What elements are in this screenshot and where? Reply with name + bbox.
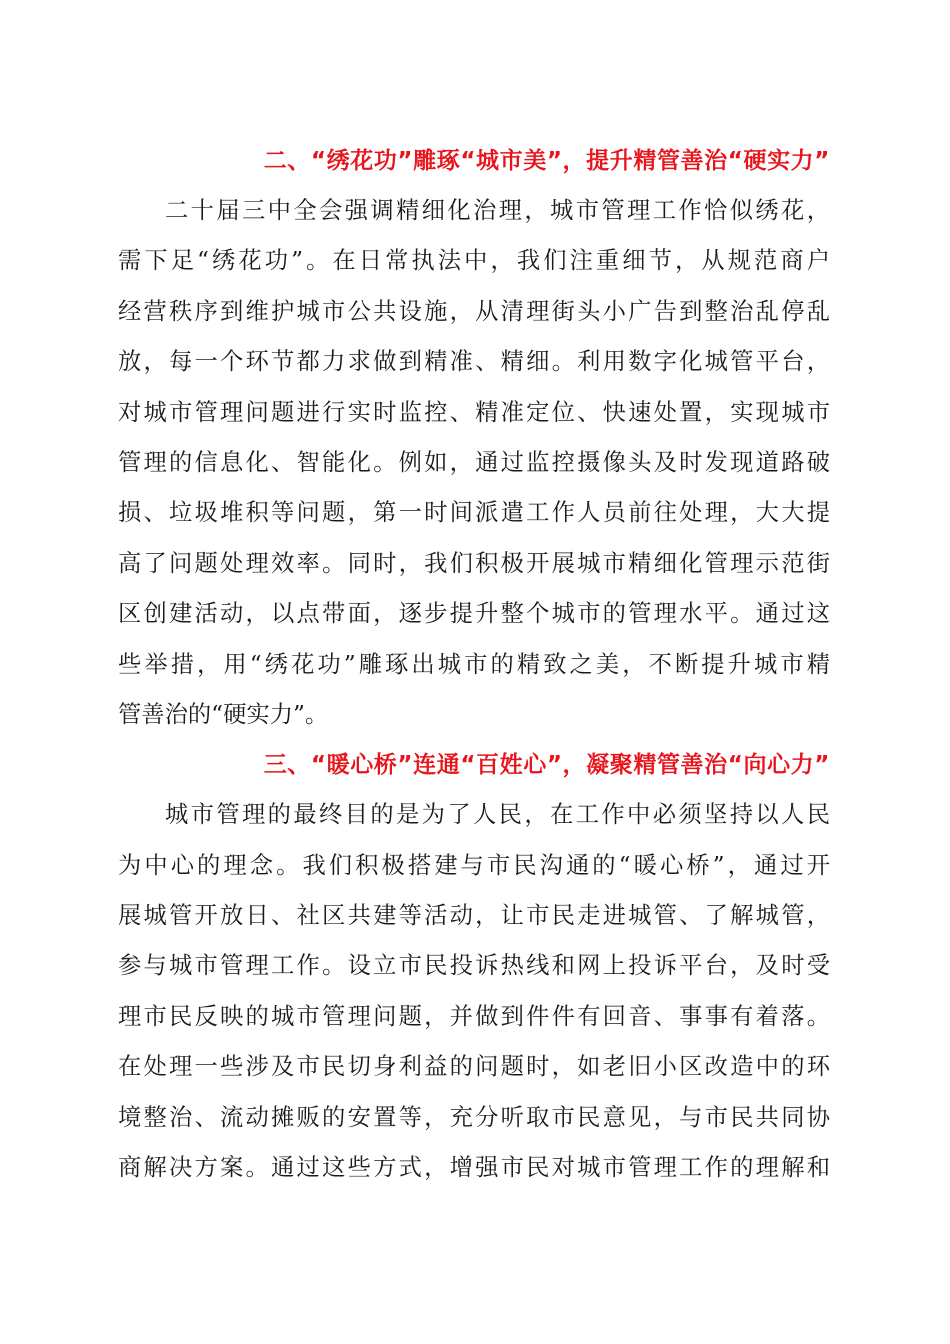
paragraph-line: 理市民反映的城市管理问题，并做到件件有回音、事事有着落。 bbox=[118, 1002, 830, 1030]
paragraph-line: 参与城市管理工作。设立市民投诉热线和网上投诉平台，及时受 bbox=[118, 952, 830, 980]
paragraph-line: 城市管理的最终目的是为了人民，在工作中必须坚持以人民 bbox=[165, 801, 830, 829]
paragraph-line: 高了问题处理效率。同时，我们积极开展城市精细化管理示范街 bbox=[118, 549, 830, 577]
paragraph-line: 对城市管理问题进行实时监控、精准定位、快速处置，实现城市 bbox=[118, 398, 830, 426]
section-heading-2: 二、“绣花功”雕琢“城市美”，提升精管善治“硬实力” bbox=[263, 148, 830, 174]
paragraph-line: 管理的信息化、智能化。例如，通过监控摄像头及时发现道路破 bbox=[118, 448, 830, 476]
section-heading-3: 三、“暖心桥”连通“百姓心”，凝聚精管善治“向心力” bbox=[263, 752, 830, 779]
paragraph-line: 放，每一个环节都力求做到精准、精细。利用数字化城管平台， bbox=[118, 348, 830, 376]
paragraph-line: 为中心的理念。我们积极搭建与市民沟通的“暖心桥”，通过开 bbox=[118, 851, 830, 879]
paragraph-line: 损、垃圾堆积等问题，第一时间派遣工作人员前往处理，大大提 bbox=[118, 499, 830, 527]
paragraph-line: 境整治、流动摊贩的安置等，充分听取市民意见，与市民共同协 bbox=[118, 1103, 830, 1131]
section-paragraph-3 bbox=[118, 790, 830, 1193]
paragraph-line: 区创建活动，以点带面，逐步提升整个城市的管理水平。通过这 bbox=[118, 600, 830, 628]
paragraph-line: 些举措，用“绣花功”雕琢出城市的精致之美，不断提升城市精 bbox=[118, 650, 830, 678]
document-body bbox=[118, 136, 830, 1193]
paragraph-line: 商解决方案。通过这些方式，增强市民对城市管理工作的理解和 bbox=[118, 1154, 830, 1182]
paragraph-line: 二十届三中全会强调精细化治理，城市管理工作恰似绣花， bbox=[165, 197, 830, 224]
paragraph-line: 展城管开放日、社区共建等活动，让市民走进城管、了解城管， bbox=[118, 902, 830, 930]
paragraph-line: 经营秩序到维护城市公共设施，从清理街头小广告到整治乱停乱 bbox=[118, 297, 830, 325]
paragraph-line: 需下足“绣花功”。在日常执法中，我们注重细节，从规范商户 bbox=[118, 247, 830, 275]
paragraph-line: 在处理一些涉及市民切身利益的问题时，如老旧小区改造中的环 bbox=[118, 1053, 830, 1081]
section-paragraph-2 bbox=[118, 186, 830, 740]
paragraph-line: 管善治的“硬实力”。 bbox=[118, 700, 329, 728]
